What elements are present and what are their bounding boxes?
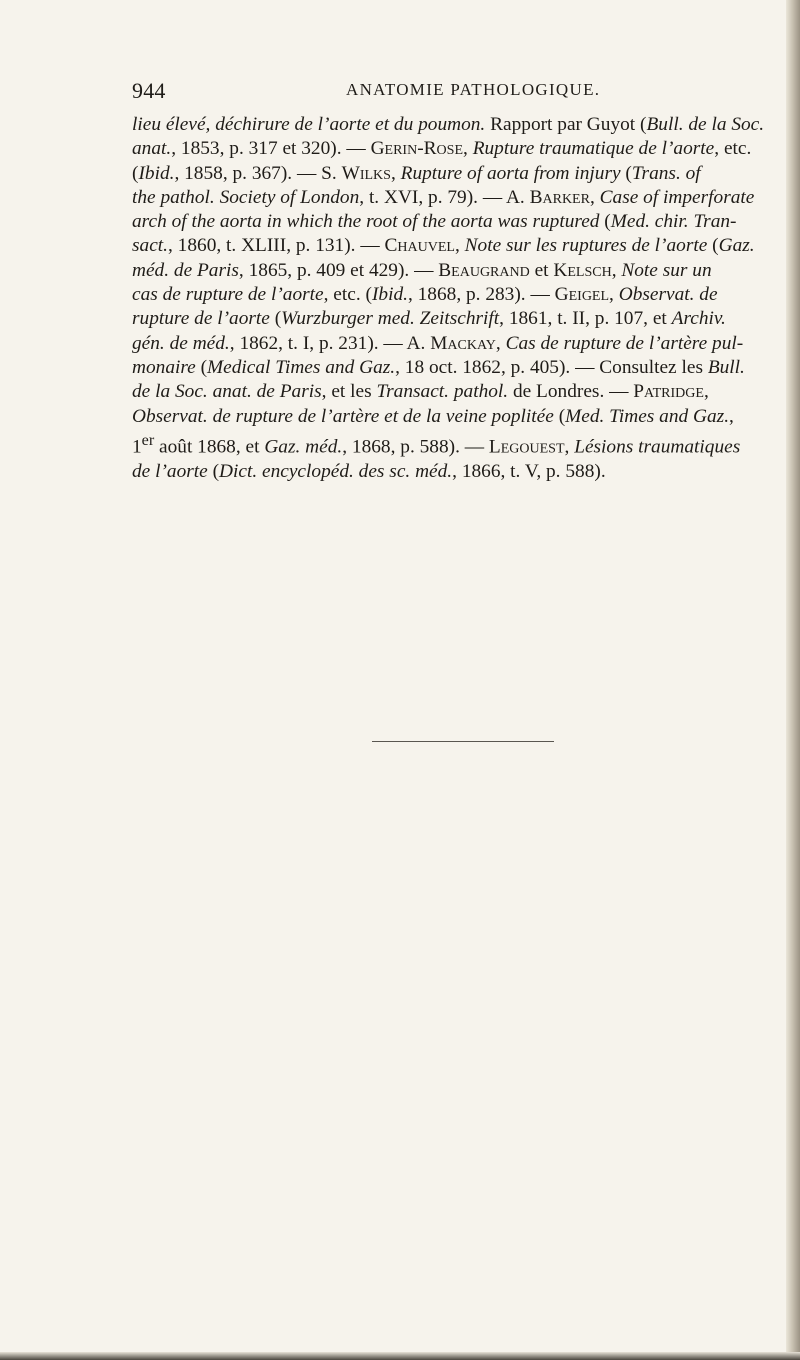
line-11-journal-b: Bull. xyxy=(707,356,745,378)
text-line-10 xyxy=(132,332,744,356)
line-3-title: Rupture of aorta from injury xyxy=(400,162,621,184)
text-line-2 xyxy=(132,137,752,161)
text-line-4 xyxy=(132,186,755,210)
line-3-text-b: ( xyxy=(620,162,632,184)
line-6-title: Note sur les ruptures de l’aorte xyxy=(464,235,708,257)
line-8-ibid: Ibid. xyxy=(371,284,408,306)
line-14-text-b: , 1868, p. 588). — xyxy=(342,436,489,458)
line-7-conjunction: et xyxy=(529,259,554,281)
line-10-text: , 1862, t. I, p. 231). — A. xyxy=(229,332,431,354)
text-line-7 xyxy=(132,259,712,283)
line-15-text-b: , 1866, t. V, p. 588). xyxy=(452,460,606,482)
line-7-journal: méd. de Paris xyxy=(132,259,239,281)
line-9-journal: Wurzburger med. Zeitschrift xyxy=(281,308,500,330)
line-13-journal: Med. Times and Gaz. xyxy=(565,405,730,427)
line-9-title: rupture de l’aorte xyxy=(132,308,270,330)
page-edge-shadow xyxy=(786,0,800,1360)
line-14-text-a: août 1868, et xyxy=(154,436,265,458)
author-gerin-rose: Gerin-Rose xyxy=(370,138,464,160)
line-8-title-b: Observat. de xyxy=(618,284,718,306)
line-11-text-b: , 18 oct. 1862, p. 405). — Consultez les xyxy=(395,356,708,378)
text-line-6 xyxy=(132,234,755,258)
text-line-12 xyxy=(132,380,709,404)
line-3-text-a: , 1858, p. 367). — S. xyxy=(174,162,342,184)
author-wilks: Wilks xyxy=(341,162,391,184)
line-12-text-b: de Londres. — xyxy=(508,381,634,403)
line-6-text-a: , 1860, t. XLIII, p. 131). — xyxy=(168,235,385,257)
line-4-text: , t. XVI, p. 79). — A. xyxy=(359,186,530,208)
author-patridge: Patridge xyxy=(633,381,704,403)
author-geigel: Geigel xyxy=(554,284,610,306)
line-10-title: Cas de rupture de l’artère pul- xyxy=(505,332,744,354)
author-chauvel: Chauvel xyxy=(384,235,455,257)
line-8-text-b: , 1868, p. 283). — xyxy=(407,284,555,306)
line-3-open-paren: ( xyxy=(132,162,139,184)
line-5-title: arch of the aorta in which the root of the aorta was ruptured xyxy=(132,211,600,233)
line-2-text-a: , 1853, p. 317 et 320). — xyxy=(171,138,371,160)
line-14-day: 1 xyxy=(132,436,142,458)
line-6-separator: , xyxy=(454,235,465,257)
running-title: ANATOMIE PATHOLOGIQUE. xyxy=(346,80,601,99)
line-3-ibid: Ibid. xyxy=(138,162,175,184)
line-10-journal: gén. de méd. xyxy=(132,332,230,354)
text-line-13 xyxy=(132,405,734,429)
line-14-ordinal: er xyxy=(141,431,155,449)
line-14-journal: Gaz. méd. xyxy=(264,436,343,458)
text-line-14 xyxy=(132,429,741,460)
text-line-9 xyxy=(132,307,726,331)
text-line-1 xyxy=(132,113,765,137)
line-5-journal: Med. chir. Tran- xyxy=(610,211,737,233)
line-2-italic-a: anat. xyxy=(132,138,172,160)
line-6-text-b: ( xyxy=(707,235,719,257)
line-12-comma: , xyxy=(703,381,709,403)
line-9-journal-b: Archiv. xyxy=(671,308,726,330)
bibliography-paragraph xyxy=(132,113,765,484)
line-9-text-a: ( xyxy=(269,308,282,330)
line-14-title: Lésions traumatiques xyxy=(574,436,741,458)
line-3-journal: Trans. of xyxy=(631,162,701,184)
line-4-separator: , xyxy=(589,186,600,208)
line-6-journal: sact. xyxy=(132,235,168,257)
line-12-journal: de la Soc. anat. de Paris xyxy=(132,381,322,403)
page-header xyxy=(132,78,692,102)
line-11-title: monaire xyxy=(132,356,196,378)
line-3-separator: , xyxy=(390,162,401,184)
author-mackay: Mackay xyxy=(430,332,496,354)
line-13-text: ( xyxy=(553,405,566,427)
line-5-text: ( xyxy=(599,211,611,233)
line-15-journal: Dict. encyclopéd. des sc. méd. xyxy=(219,460,453,482)
line-4-title: Case of imperforate xyxy=(599,186,755,208)
line-2-separator: , xyxy=(463,138,473,160)
page-number: 944 xyxy=(132,78,166,103)
line-1-citation: Bull. de la Soc. xyxy=(646,114,765,135)
author-barker: Barker xyxy=(529,186,590,208)
line-1-text: Rapport par Guyot ( xyxy=(485,114,647,135)
line-7-separator: , xyxy=(611,259,622,281)
line-11-journal: Medical Times and Gaz. xyxy=(207,356,396,378)
line-13-title: Observat. de rupture de l’artère et de la veine poplitée xyxy=(132,405,554,427)
line-11-text-a: ( xyxy=(195,356,208,378)
text-line-5 xyxy=(132,210,737,234)
author-legouest: Legouest xyxy=(488,436,565,458)
line-15-text-a: ( xyxy=(207,460,220,482)
line-9-text-b: , 1861, t. II, p. 107, et xyxy=(499,308,672,330)
line-12-text-a: , et les xyxy=(321,381,377,403)
text-line-15 xyxy=(132,460,692,484)
section-divider xyxy=(372,741,554,742)
text-line-8 xyxy=(132,283,718,307)
line-8-text-a: , etc. ( xyxy=(323,284,372,306)
line-14-separator: , xyxy=(564,436,575,458)
line-2-title: Rupture traumatique de l’aorte xyxy=(472,138,715,160)
line-8-separator: , xyxy=(609,284,619,306)
text-line-11 xyxy=(132,356,745,380)
line-7-text-a: , 1865, p. 409 et 429). — xyxy=(238,259,439,281)
author-kelsch: Kelsch xyxy=(553,259,612,281)
line-4-journal: the pathol. Society of London xyxy=(132,186,360,208)
line-8-title: cas de rupture de l’aorte xyxy=(132,284,324,306)
line-12-journal-b: Transact. pathol. xyxy=(376,381,509,403)
text-line-3 xyxy=(132,162,701,186)
line-10-separator: , xyxy=(495,332,506,354)
author-beaugrand: Beaugrand xyxy=(438,259,530,281)
line-1-italic: lieu élevé, déchirure de l’aorte et du poumon. xyxy=(132,114,486,135)
line-7-title: Note sur un xyxy=(621,259,712,281)
page-bottom-edge xyxy=(0,1352,800,1360)
line-6-journal-b: Gaz. xyxy=(718,235,755,257)
line-2-text-b: , etc. xyxy=(714,138,752,160)
line-13-comma: , xyxy=(729,405,734,427)
line-15-title: de l’aorte xyxy=(132,460,208,482)
